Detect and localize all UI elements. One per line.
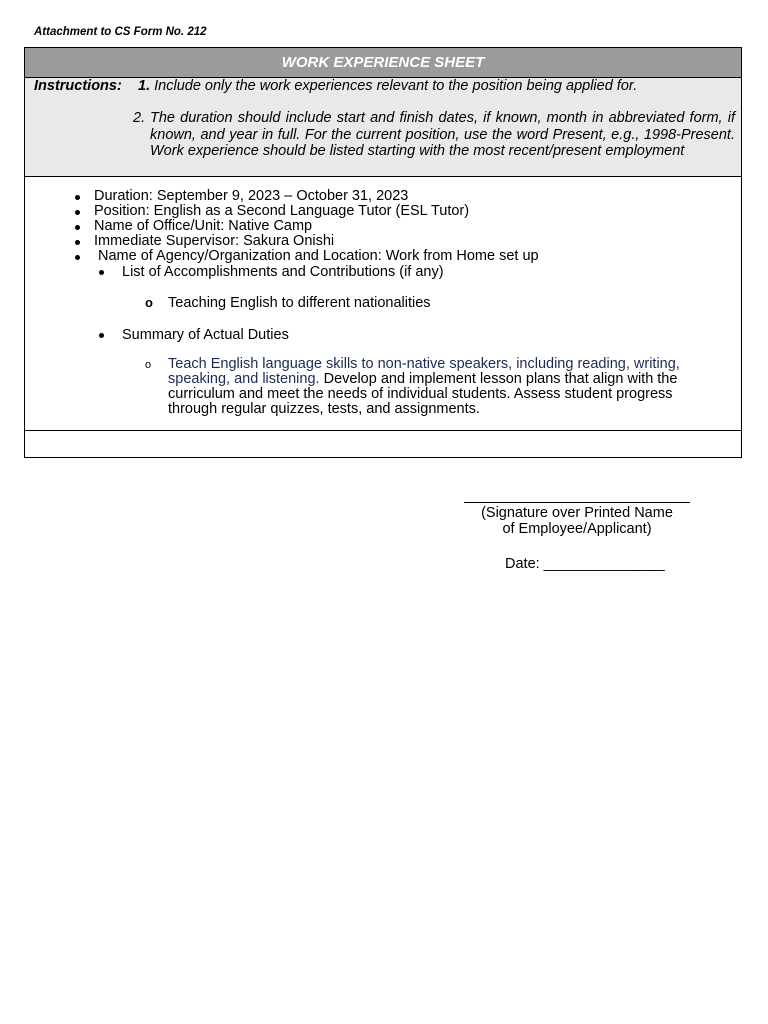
accomplishments-heading: List of Accomplishments and Contributions (if any) bbox=[122, 264, 444, 280]
signature-caption-line1: (Signature over Printed Name bbox=[481, 505, 673, 521]
signature-block bbox=[464, 488, 690, 537]
bullet-icon bbox=[75, 195, 80, 200]
instruction-2-text: The duration should include start and finish dates, if known, month in abbreviated form, if known, and year in full. For the current position, use the word Present, e.g., 1998-Present. Work experience should be listed starting with the most recent/present employment bbox=[150, 110, 735, 159]
date-field: Date: _______________ bbox=[505, 556, 665, 572]
duration-text: Duration: September 9, 2023 – October 31, 2023 bbox=[94, 188, 409, 204]
bullet-icon bbox=[75, 255, 80, 260]
circle-bullet-icon: o bbox=[145, 295, 153, 310]
bullet-icon bbox=[99, 333, 104, 338]
duties-heading: Summary of Actual Duties bbox=[122, 327, 289, 343]
instruction-1-text: Include only the work experiences relevant to the position being applied for. bbox=[154, 78, 638, 94]
circle-bullet-icon: o bbox=[145, 359, 152, 371]
work-experience-sheet bbox=[24, 47, 742, 458]
bullet-icon bbox=[75, 210, 80, 215]
bullet-icon bbox=[99, 270, 104, 275]
position-text: Position: English as a Second Language Tutor (ESL Tutor) bbox=[94, 203, 470, 219]
office-text: Name of Office/Unit: Native Camp bbox=[94, 218, 313, 234]
instruction-1 bbox=[138, 78, 637, 94]
instructions-section bbox=[25, 78, 741, 177]
sheet-title: WORK EXPERIENCE SHEET bbox=[25, 48, 741, 78]
supervisor-text: Immediate Supervisor: Sakura Onishi bbox=[94, 233, 335, 249]
entry-section bbox=[25, 177, 741, 431]
instructions-label: Instructions: bbox=[34, 78, 122, 94]
instruction-2 bbox=[133, 110, 735, 160]
instruction-2-number: 2. bbox=[133, 110, 146, 126]
agency-text: Name of Agency/Organization and Location: Work from Home set up bbox=[98, 248, 539, 264]
signature-caption-line2: of Employee/Applicant) bbox=[502, 521, 652, 537]
bullet-icon bbox=[75, 240, 80, 245]
duties-highlight-text: Teach English language skills to non-native speakers, including reading, writing, speaking, and listening. bbox=[168, 356, 680, 387]
signature-line bbox=[464, 488, 690, 503]
instruction-1-number: 1. bbox=[138, 78, 151, 94]
attachment-label: Attachment to CS Form No. 212 bbox=[34, 26, 207, 38]
duties-rest-text: Develop and implement lesson plans that align with the curriculum and meet the needs of individual students. Assess student progress through regular quizzes, tests, and assignments. bbox=[168, 371, 678, 417]
duties-text bbox=[168, 357, 713, 417]
accomplishment-1-text: Teaching English to different nationalities bbox=[168, 295, 431, 311]
bullet-icon bbox=[75, 225, 80, 230]
